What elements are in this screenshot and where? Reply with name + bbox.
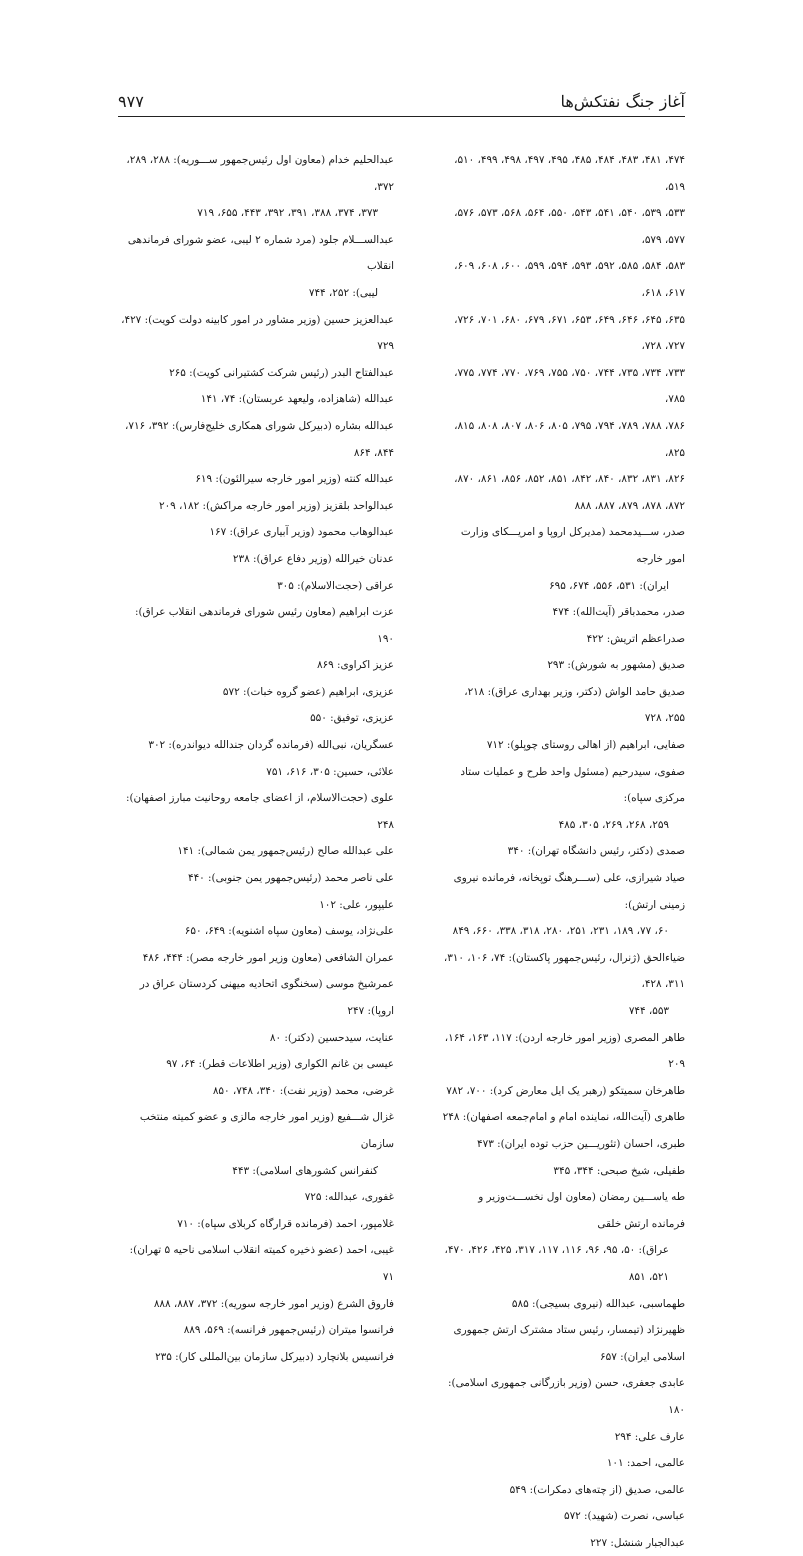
index-entry-pages-cont: کنفرانس کشورهای اسلامی): ۴۴۳ bbox=[232, 1164, 378, 1177]
index-entry-pages-cont: لیبی): ۲۵۲، ۷۴۴ bbox=[308, 286, 378, 299]
index-entry-term: عدنان خیرالله (وزیر دفاع عراق): ۲۳۸ bbox=[232, 552, 394, 565]
index-entry-term: علی عبدالله صالح (رئیس‌جمهور یمن شمالی): ۱۴۱ bbox=[177, 845, 394, 858]
continuation-line: ۵۸۳، ۵۸۴، ۵۸۵، ۵۹۲، ۵۹۳، ۵۹۴، ۵۹۹، ۶۰۰، ۶۰۸، ۶۰۹، ۶۱۷، ۶۱۸، bbox=[454, 260, 685, 299]
index-entry-term: عزیز اکراوی: ۸۶۹ bbox=[316, 659, 394, 672]
index-entry-term: صیاد شیرازی، علی (ســـرهنگ توپخانه، فرمانده نیروی زمینی ارتش): bbox=[453, 872, 685, 911]
index-entry bbox=[442, 1530, 685, 1556]
index-entry bbox=[118, 386, 394, 413]
index-entry bbox=[118, 546, 394, 573]
index-entry-term: عالمی، صدیق (از چته‌های دمکرات): ۵۴۹ bbox=[509, 1483, 685, 1496]
index-entry-term: عبدالله بشاره (دبیرکل شورای همکاری خلیج‌فارس): ۳۹۲، ۷۱۶، ۸۴۴، ۸۶۴ bbox=[125, 419, 394, 459]
index-entries-left bbox=[118, 147, 394, 1370]
index-entry bbox=[442, 1317, 685, 1370]
index-entry bbox=[118, 785, 394, 838]
page-number: ۹۷۷ bbox=[118, 92, 144, 111]
index-entry bbox=[118, 865, 394, 892]
index-entry bbox=[118, 599, 394, 652]
index-entry-term: عراقی (حجت‌الاسلام): ۳۰۵ bbox=[277, 579, 394, 592]
index-entry bbox=[118, 307, 394, 360]
continuation-line: ۴۷۴، ۴۸۱، ۴۸۳، ۴۸۴، ۴۸۵، ۴۹۵، ۴۹۷، ۴۹۸، ۴۹۹، ۵۱۰، ۵۱۹، bbox=[454, 154, 685, 193]
index-entry-term: عمران الشافعی (معاون وزیر امور خارجه مصر): ۴۴۴، ۴۸۶ bbox=[142, 951, 394, 964]
index-entry-term: عبدالله کنته (وزیر امور خارجه سیرالئون): ۶۱۹ bbox=[195, 473, 394, 486]
index-entry-term: غیبی، احمد (عضو ذخیره کمیته انقلاب اسلامی ناحیه ۵ تهران): ۷۱ bbox=[129, 1244, 394, 1283]
index-entry bbox=[442, 599, 685, 626]
index-entry-term: عالمی، احمد: ۱۰۱ bbox=[606, 1457, 685, 1470]
index-entry bbox=[118, 1051, 394, 1078]
index-entry bbox=[118, 1104, 394, 1184]
index-entry-term: علیپور، علی: ۱۰۲ bbox=[319, 898, 394, 911]
index-entry bbox=[118, 147, 394, 227]
index-entry-term: ظهیرنژاد (تیمسار، رئیس ستاد مشترک ارتش جمهوری اسلامی ایران): ۶۵۷ bbox=[453, 1324, 685, 1363]
continuation-line: ۸۷۲، ۸۷۸، ۸۷۹، ۸۸۷، ۸۸۸ bbox=[574, 499, 685, 512]
index-entry-term: طه یاســـین رمضان (معاون اول نخســـت‌وزیر و فرمانده ارتش خلقی bbox=[478, 1191, 685, 1230]
index-entry-pages-cont: عراق): ۵۰، ۹۵، ۹۶، ۱۱۶، ۱۱۷، ۳۱۷، ۴۲۵، ۴۲۶، ۴۷۰، ۵۲۱، ۸۵۱ bbox=[444, 1244, 669, 1283]
index-entry-term: فاروق الشرع (وزیر امور خارجه سوریه): ۳۷۲، ۸۸۷، ۸۸۸ bbox=[153, 1297, 394, 1310]
index-entry bbox=[118, 413, 394, 466]
index-entry bbox=[118, 892, 394, 919]
index-entry bbox=[442, 1078, 685, 1105]
index-entry-term: عبدالواحد بلقزیز (وزیر امور خارجه مراکش): ۱۸۲، ۲۰۹ bbox=[159, 499, 394, 512]
index-entry bbox=[442, 1025, 685, 1078]
index-entry-term: غفوری، عبدالله: ۷۲۵ bbox=[304, 1191, 394, 1204]
index-entry bbox=[118, 838, 394, 865]
index-entry-term: فرانسوا میتران (رئیس‌جمهور فرانسه): ۵۶۹، ۸۸۹ bbox=[183, 1324, 394, 1337]
index-entry bbox=[118, 679, 394, 706]
index-entry bbox=[118, 759, 394, 786]
index-entry-term: غزال شـــفیع (وزیر امور خارجه مالزی و عضو کمیته منتخب سازمان bbox=[139, 1111, 394, 1150]
index-entries-right bbox=[442, 519, 685, 1556]
index-entry-term: صدر، محمدباقر (آیت‌الله): ۴۷۴ bbox=[552, 606, 685, 619]
index-entry-pages-cont: ایران): ۵۳۱، ۵۵۶، ۶۷۴، ۶۹۵ bbox=[549, 579, 669, 592]
index-entry-term: صمدی (دکتر، رئیس دانشگاه تهران): ۳۴۰ bbox=[507, 845, 685, 858]
index-entry-term: طاهر المصری (وزیر امور خارجه اردن): ۱۱۷، ۱۶۳، ۱۶۴، ۲۰۹ bbox=[444, 1031, 685, 1071]
index-entry bbox=[118, 1025, 394, 1052]
index-entry-term: فرانسیس بلانچارد (دبیرکل سازمان بین‌المللی کار): ۲۳۵ bbox=[155, 1350, 394, 1363]
index-entry bbox=[118, 971, 394, 1024]
index-entry-term: علوی (حجت‌الاسلام، از اعضای جامعه روحانیت مبارز اصفهان): ۲۴۸ bbox=[125, 792, 394, 831]
index-entry-term: عزیزی، ابراهیم (عضو گروه خبات): ۵۷۲ bbox=[222, 685, 394, 698]
index-entry bbox=[118, 1344, 394, 1371]
index-entry bbox=[442, 679, 685, 732]
index-entry-term: صدر، ســـیدمحمد (مدیرکل اروپا و امریـــکای وزارت امور خارجه bbox=[460, 526, 685, 565]
index-entry bbox=[442, 1503, 685, 1530]
index-entry-term: عنایت، سیدحسین (دکتر): ۸۰ bbox=[269, 1031, 394, 1044]
running-title: آغاز جنگ نفتکش‌ها bbox=[560, 92, 685, 111]
index-entry-term: عباسی، نصرت (شهید): ۵۷۲ bbox=[564, 1510, 685, 1523]
index-entry bbox=[118, 466, 394, 493]
index-entry-term: عبدالفتاح البدر (رئیس شرکت کشتیرانی کویت): ۲۶۵ bbox=[169, 366, 394, 379]
index-entry-term: عبدالعزیز حسین (وزیر مشاور در امور کابینه دولت کویت): ۴۲۷، ۷۲۹ bbox=[121, 313, 394, 353]
index-entry-term: علی ناصر محمد (رئیس‌جمهور یمن جنوبی): ۴۴۰ bbox=[187, 872, 394, 885]
index-entry bbox=[442, 1184, 685, 1290]
index-entry-term: صدیق حامد الواش (دکتر، وزیر بهداری عراق): ۲۱۸، ۲۵۵، ۷۲۸ bbox=[464, 685, 685, 725]
index-entry bbox=[118, 573, 394, 600]
index-entry-term: طفیلی، شیخ صبحی: ۳۴۴، ۳۴۵ bbox=[553, 1164, 685, 1177]
index-column-right bbox=[442, 147, 685, 1556]
index-entry bbox=[118, 918, 394, 945]
index-entry bbox=[118, 1211, 394, 1238]
index-column-left bbox=[118, 147, 394, 1370]
index-entry bbox=[118, 227, 394, 307]
index-entry bbox=[118, 1291, 394, 1318]
index-entry-term: طاهرخان سمیتکو (رهبر یک ایل معارض کرد): ۷۰۰، ۷۸۲ bbox=[446, 1084, 685, 1097]
index-entry bbox=[118, 519, 394, 546]
index-entry bbox=[442, 626, 685, 653]
continuation-line: ۵۳۳، ۵۳۹، ۵۴۰، ۵۴۱، ۵۴۳، ۵۵۰، ۵۶۴، ۵۶۸، ۵۷۳، ۵۷۶، ۵۷۷، ۵۷۹، bbox=[454, 207, 685, 246]
page-header bbox=[118, 86, 685, 117]
index-entry-term: طهماسبی، عبدالله (نیروی بسیجی): ۵۸۵ bbox=[511, 1297, 685, 1310]
index-entry bbox=[442, 1370, 685, 1423]
index-entry bbox=[442, 652, 685, 679]
index-entry-term: علائی، حسین: ۳۰۵، ۶۱۶، ۷۵۱ bbox=[266, 765, 394, 778]
index-entry-term: طبری، احسان (تئوریـــین حزب توده ایران): ۴۷۳ bbox=[477, 1137, 685, 1150]
index-entry-term: غلامپور، احمد (فرمانده قرارگاه کربلای سپاه): ۷۱۰ bbox=[177, 1217, 394, 1230]
index-entry-term: عبدالجبار شنشل: ۲۲۷ bbox=[590, 1536, 685, 1549]
index-entry bbox=[118, 1237, 394, 1290]
index-entry-pages-cont: ۵۵۳، ۷۴۴ bbox=[628, 1005, 669, 1017]
index-entry-term: عمرشیخ موسی (سخنگوی اتحادیه میهنی کردستان عراق در اروپا): ۲۴۷ bbox=[139, 978, 394, 1017]
index-entry bbox=[118, 360, 394, 387]
index-entry bbox=[118, 1078, 394, 1105]
index-entry-term: ضیاءالحق (ژنرال، رئیس‌جمهور پاکستان): ۷۴، ۱۰۶، ۳۱۰، ۳۱۱، ۴۲۸، bbox=[443, 951, 685, 991]
index-entry-pages-cont: ۳۷۳، ۳۷۴، ۳۸۸، ۳۹۱، ۳۹۲، ۴۴۳، ۶۵۵، ۷۱۹ bbox=[197, 207, 378, 220]
index-entry bbox=[442, 1158, 685, 1185]
index-entry-term: غرضی، محمد (وزیر نفت): ۳۴۰، ۷۴۸، ۸۵۰ bbox=[212, 1084, 394, 1097]
index-entry bbox=[118, 493, 394, 520]
index-entry-term: صفوی، سیدرحیم (مسئول واحد طرح و عملیات ستاد مرکزی سپاه): bbox=[460, 765, 685, 805]
index-entry bbox=[118, 945, 394, 972]
index-entry bbox=[118, 732, 394, 759]
index-entry bbox=[118, 705, 394, 732]
index-entry-term: طاهری (آیت‌الله، نماینده امام و امام‌جمعه اصفهان): ۲۴۸ bbox=[442, 1111, 685, 1124]
index-entry bbox=[442, 1424, 685, 1451]
index-entry-term: عابدی جعفری، حسن (وزیر بازرگانی جمهوری اسلامی): ۱۸۰ bbox=[448, 1377, 685, 1416]
continuation-line: ۸۲۶، ۸۳۱، ۸۳۲، ۸۴۰، ۸۴۲، ۸۵۱، ۸۵۲، ۸۵۶، ۸۶۱، ۸۷۰، bbox=[454, 473, 685, 486]
index-entry-term: عیسی بن غانم الکواری (وزیر اطلاعات قطر): ۶۴، ۹۷ bbox=[166, 1058, 394, 1071]
continuation-line: ۷۳۳، ۷۳۴، ۷۳۵، ۷۴۴، ۷۵۰، ۷۵۵، ۷۶۹، ۷۷۰، ۷۷۴، ۷۷۵، ۷۸۵، bbox=[454, 366, 685, 406]
index-entry-term: عبدالحلیم خدام (معاون اول رئیس‌جمهور ســـوریه): ۲۸۸، ۲۸۹، ۳۷۲، bbox=[126, 154, 394, 193]
index-entry-term: صدیق (مشهور به شورش): ۲۹۳ bbox=[547, 659, 685, 672]
index-entry-term: عبدالله (شاهزاده، ولیعهد عربستان): ۷۴، ۱۴۱ bbox=[200, 393, 394, 406]
index-entry-term: عارف علی: ۲۹۴ bbox=[614, 1430, 685, 1443]
index-entry bbox=[442, 1450, 685, 1477]
index-entry bbox=[442, 519, 685, 599]
index-entry-term: عزیزی، توفیق: ۵۵۰ bbox=[310, 712, 394, 725]
index-entry bbox=[442, 732, 685, 759]
index-entry-term: صدراعظم اتریش: ۴۲۲ bbox=[586, 632, 685, 645]
index-entry-term: علی‌نژاد، یوسف (معاون سپاه اشنویه): ۶۴۹، ۶۵۰ bbox=[184, 925, 394, 938]
index-entry bbox=[442, 945, 685, 1025]
index-entry-pages-cont: ۶۰، ۷۷، ۱۸۹، ۲۳۱، ۲۵۱، ۲۸۰، ۳۱۸، ۳۳۸، ۶۶۰، ۸۴۹ bbox=[452, 925, 669, 938]
index-entry-term: عبدالوهاب محمود (وزیر آبیاری عراق): ۱۶۷ bbox=[209, 526, 394, 539]
continuation-line: ۷۸۶، ۷۸۸، ۷۸۹، ۷۹۴، ۷۹۵، ۸۰۵، ۸۰۶، ۸۰۷، ۸۰۸، ۸۱۵، ۸۲۵، bbox=[454, 419, 685, 459]
index-entry bbox=[442, 1477, 685, 1504]
index-entry bbox=[442, 1291, 685, 1318]
index-entry bbox=[118, 652, 394, 679]
continuation-block bbox=[442, 147, 685, 519]
index-entry-term: عسگریان، نبی‌الله (فرمانده گردان جندالله دیواندره): ۳۰۲ bbox=[148, 739, 394, 752]
continuation-line: ۶۳۵، ۶۴۵، ۶۴۶، ۶۴۹، ۶۵۳، ۶۷۱، ۶۷۹، ۶۸۰، ۷۰۱، ۷۲۶، ۷۲۷، ۷۲۸، bbox=[454, 313, 685, 353]
index-entry bbox=[442, 1104, 685, 1131]
index-entry bbox=[442, 865, 685, 945]
index-entry-term: عزت ابراهیم (معاون رئیس شورای فرماندهی انقلاب عراق): ۱۹۰ bbox=[135, 606, 394, 645]
index-entry-term: عبدالســـلام جلود (مرد شماره ۲ لیبی، عضو شورای فرماندهی انقلاب bbox=[127, 233, 394, 273]
index-entry bbox=[442, 759, 685, 839]
index-entry-pages-cont: ۲۵۹، ۲۶۸، ۲۶۹، ۳۰۵، ۴۸۵ bbox=[558, 818, 669, 831]
index-entry bbox=[118, 1317, 394, 1344]
index-entry-term: صفایی، ابراهیم (از اهالی روستای چوپلو): ۷۱۲ bbox=[486, 739, 685, 752]
index-entry bbox=[118, 1184, 394, 1211]
index-entry bbox=[442, 1131, 685, 1158]
index-entry bbox=[442, 838, 685, 865]
